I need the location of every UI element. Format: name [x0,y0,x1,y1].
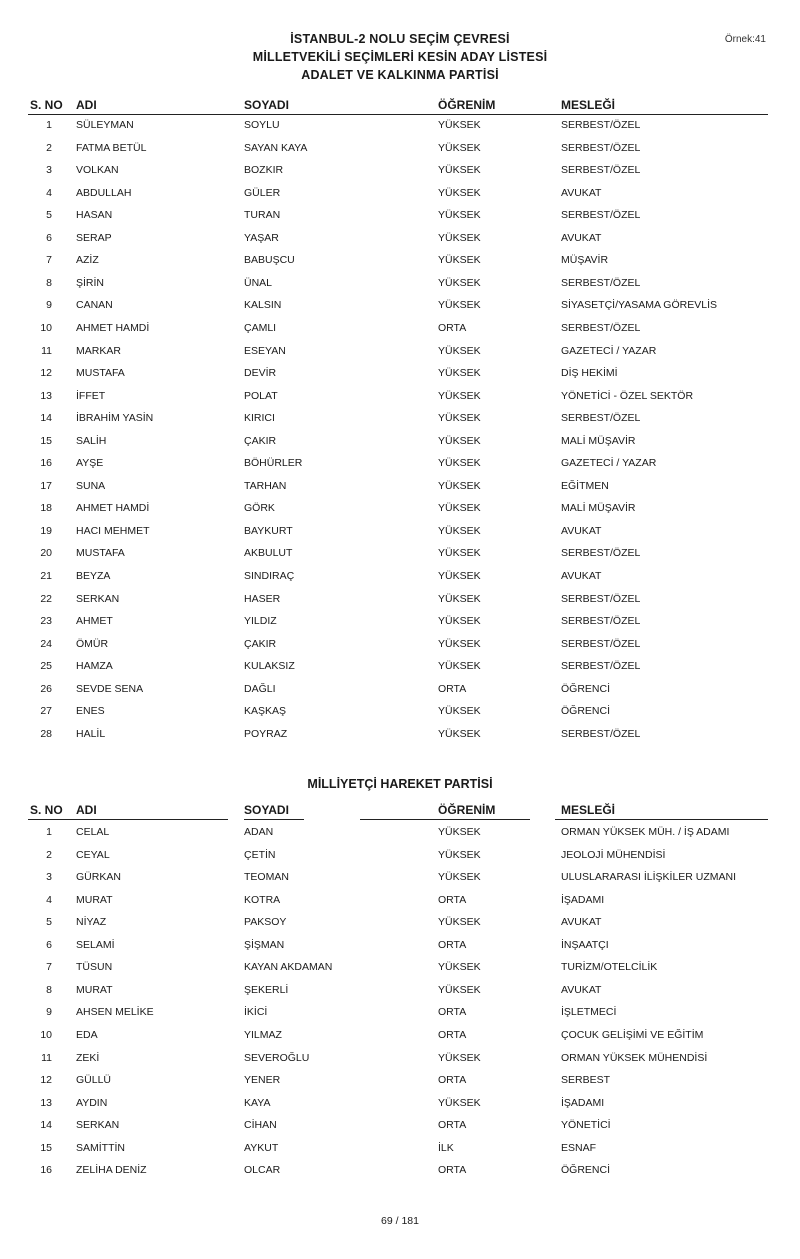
row-number: 12 [40,367,52,380]
candidate-education: YÜKSEK [438,1051,481,1064]
candidate-education: YÜKSEK [438,254,481,267]
candidate-name: CEYAL [76,848,110,861]
candidate-surname: İKİCİ [244,1006,268,1019]
candidate-name: HASAN [76,209,113,222]
candidate-name: AZİZ [76,254,99,267]
row-number: 19 [40,524,52,537]
table-row [0,724,800,747]
table-row [0,228,800,251]
row-number: 17 [40,479,52,492]
candidate-surname: TURAN [244,209,281,222]
candidate-education: YÜKSEK [438,457,481,470]
table-row [0,363,800,386]
table-row [0,431,800,454]
candidate-education: YÜKSEK [438,231,481,244]
candidate-name: SERAP [76,231,112,244]
table-row [0,845,800,868]
row-number: 12 [40,1074,52,1087]
row-number: 28 [40,727,52,740]
col-no-header: S. NO [30,803,63,817]
candidate-education: YÜKSEK [438,705,481,718]
col-profession-header: MESLEĞİ [561,803,616,817]
table-row [0,205,800,228]
candidate-name: AHSEN MELİKE [76,1006,154,1019]
candidate-name: CANAN [76,299,113,312]
row-number: 16 [40,1164,52,1177]
candidate-profession: SERBEST/ÖZEL [561,615,641,628]
row-number: 14 [40,1119,52,1132]
candidate-profession: ORMAN YÜKSEK MÜHENDİSİ [561,1051,708,1064]
candidate-surname: KIRICI [244,412,275,425]
candidate-education: YÜKSEK [438,389,481,402]
candidate-name: MURAT [76,983,113,996]
table-row [0,476,800,499]
candidate-name: MARKAR [76,344,121,357]
title-party-2: MİLLİYETÇİ HAREKET PARTİSİ [307,777,493,791]
candidate-education: YÜKSEK [438,344,481,357]
table-row [0,890,800,913]
candidate-surname: SOYLU [244,119,280,131]
table-header-1 [0,95,800,115]
row-number: 15 [40,434,52,447]
row-number: 11 [41,1051,52,1064]
table-row [0,295,800,318]
candidate-education: YÜKSEK [438,164,481,177]
candidate-name: SELAMİ [76,938,115,951]
candidate-profession: AVUKAT [561,570,602,582]
title-party-1: ADALET VE KALKINMA PARTİSİ [301,68,499,82]
candidate-surname: ÇETİN [244,848,276,861]
candidate-surname: POYRAZ [244,727,288,740]
candidate-education: ORTA [438,1119,467,1132]
candidate-name: SÜLEYMAN [76,119,134,131]
candidate-name: AHMET HAMDİ [76,502,150,515]
table-row [0,1025,800,1048]
table-row [0,1093,800,1116]
col-surname-header: SOYADI [244,98,289,112]
row-number: 5 [46,209,52,222]
candidate-profession: ÇOCUK GELİŞİMİ VE EĞİTİM [561,1028,704,1041]
candidate-surname: YILMAZ [244,1028,282,1041]
table-row [0,160,800,183]
candidate-name: SUNA [76,479,106,492]
table-row [0,867,800,890]
row-number: 9 [46,1006,52,1019]
candidate-education: YÜKSEK [438,660,481,673]
candidate-profession: ÖĞRENCİ [561,1164,611,1177]
candidate-profession: İŞADAMI [561,1096,605,1109]
candidate-education: YÜKSEK [438,615,481,628]
candidate-education: YÜKSEK [438,434,481,447]
candidate-surname: AYKUT [244,1141,279,1154]
candidate-surname: BABUŞCU [244,254,295,267]
candidate-profession: AVUKAT [561,186,602,199]
candidate-surname: SEVEROĞLU [244,1051,310,1064]
table-row [0,912,800,935]
row-number: 2 [46,848,52,861]
candidate-name: HALİL [76,727,106,740]
candidate-education: YÜKSEK [438,848,481,861]
candidate-profession: TURİZM/OTELCİLİK [561,961,658,974]
candidate-profession: MÜŞAVİR [561,254,609,267]
table-row [0,589,800,612]
candidate-education: YÜKSEK [438,119,481,131]
table-row [0,1070,800,1093]
row-number: 21 [40,570,52,582]
row-number: 7 [46,961,52,974]
candidate-surname: SINDIRAÇ [244,570,295,582]
candidate-name: AYDIN [76,1096,108,1109]
table-row [0,408,800,431]
table-row [0,250,800,273]
table-header-2 [0,800,800,820]
candidate-surname: YENER [244,1074,281,1087]
candidate-name: MUSTAFA [76,367,125,380]
table-row [0,822,800,845]
candidate-surname: YAŞAR [244,231,279,244]
candidate-profession: DİŞ HEKİMİ [561,367,618,380]
candidate-education: YÜKSEK [438,570,481,582]
candidate-name: ZELİHA DENİZ [76,1164,147,1177]
candidate-education: YÜKSEK [438,367,481,380]
candidate-surname: ÇAKIR [244,434,277,447]
candidate-education: YÜKSEK [438,637,481,650]
row-number: 10 [40,321,52,334]
candidate-name: ŞİRİN [76,276,105,289]
candidate-surname: AKBULUT [244,547,293,560]
page-number: 69 / 181 [381,1215,419,1227]
table-row [0,453,800,476]
candidate-profession: YÖNETİCİ - ÖZEL SEKTÖR [561,389,694,402]
candidate-profession: SERBEST/ÖZEL [561,592,641,605]
row-number: 13 [40,389,52,402]
candidate-education: YÜKSEK [438,592,481,605]
candidate-profession: İŞADAMI [561,893,605,906]
candidate-profession: SERBEST/ÖZEL [561,276,641,289]
candidate-education: YÜKSEK [438,502,481,515]
candidate-surname: KOTRA [244,893,281,906]
table-row [0,498,800,521]
candidate-profession: SERBEST/ÖZEL [561,164,641,177]
table-row [0,701,800,724]
candidate-profession: SERBEST/ÖZEL [561,637,641,650]
table-row [0,386,800,409]
candidate-name: ABDULLAH [76,186,132,199]
col-education-header: ÖĞRENİM [438,803,496,817]
candidate-name: ENES [76,705,105,718]
candidate-education: YÜKSEK [438,983,481,996]
table-row [0,115,800,138]
table-row [0,656,800,679]
candidate-name: TÜSUN [76,961,113,974]
candidate-surname: HASER [244,592,281,605]
col-no-header: S. NO [30,98,63,112]
candidate-name: VOLKAN [76,164,119,177]
candidate-education: ORTA [438,1164,467,1177]
table-row [0,1160,800,1183]
candidate-profession: GAZETECİ / YAZAR [561,344,657,357]
candidate-profession: ESNAF [561,1141,597,1154]
candidate-profession: İŞLETMECİ [561,1006,617,1019]
table-row [0,183,800,206]
row-number: 25 [40,660,52,673]
table-row [0,521,800,544]
table-row [0,935,800,958]
candidate-surname: KAYA [244,1096,271,1109]
table-row [0,273,800,296]
candidate-surname: DAĞLI [244,682,276,695]
candidate-education: YÜKSEK [438,871,481,884]
candidate-education: YÜKSEK [438,186,481,199]
row-number: 1 [46,826,52,838]
candidate-surname: YILDIZ [244,615,277,628]
row-number: 16 [40,457,52,470]
candidate-name: AYŞE [76,457,104,470]
candidate-education: YÜKSEK [438,524,481,537]
row-number: 13 [40,1096,52,1109]
candidate-education: YÜKSEK [438,961,481,974]
candidate-surname: KAŞKAŞ [244,705,287,718]
candidate-profession: SERBEST/ÖZEL [561,209,641,222]
col-surname-header: SOYADI [244,803,289,817]
candidate-surname: GÖRK [244,502,275,515]
table-row [0,1048,800,1071]
table-row [0,318,800,341]
candidate-profession: ÖĞRENCİ [561,705,611,718]
candidate-profession: AVUKAT [561,983,602,996]
row-number: 22 [40,592,52,605]
candidate-name: FATMA BETÜL [76,141,147,154]
title-constituency: İSTANBUL-2 NOLU SEÇİM ÇEVRESİ [290,32,510,46]
candidate-surname: TARHAN [244,479,287,492]
candidate-education: İLK [438,1141,454,1154]
row-number: 27 [40,705,52,718]
candidate-surname: BÖHÜRLER [244,457,303,470]
table-row [0,1115,800,1138]
candidate-profession: AVUKAT [561,916,602,929]
row-number: 8 [46,983,52,996]
table-row [0,543,800,566]
candidate-profession: ÖĞRENCİ [561,682,611,695]
candidate-surname: TEOMAN [244,871,289,884]
candidate-surname: KULAKSIZ [244,660,295,673]
candidate-profession: İNŞAATÇI [561,938,609,951]
table-row [0,957,800,980]
row-number: 4 [46,893,52,906]
row-number: 26 [40,682,52,695]
candidate-profession: SERBEST/ÖZEL [561,727,641,740]
header-rule-2a [28,819,228,820]
table-row [0,566,800,589]
candidate-name: ÖMÜR [76,637,109,650]
col-education-header: ÖĞRENİM [438,98,496,112]
header-rule-2c [360,819,530,820]
candidate-education: ORTA [438,1074,467,1087]
row-number: 3 [46,164,52,177]
row-number: 9 [46,299,52,312]
candidate-profession: SERBEST [561,1074,611,1087]
candidate-education: YÜKSEK [438,141,481,154]
col-name-header: ADI [76,803,97,817]
candidate-surname: ÇAKIR [244,637,277,650]
candidate-education: YÜKSEK [438,299,481,312]
candidate-name: MUSTAFA [76,547,125,560]
candidate-name: AHMET HAMDİ [76,321,150,334]
candidate-surname: POLAT [244,389,278,402]
candidate-surname: ŞİŞMAN [244,938,285,951]
row-number: 8 [46,276,52,289]
candidate-surname: ÇAMLI [244,321,277,334]
candidate-profession: YÖNETİCİ [561,1119,611,1132]
candidate-profession: JEOLOJİ MÜHENDİSİ [561,848,666,861]
table-row [0,1138,800,1161]
candidate-name: İFFET [76,389,106,402]
candidate-surname: ÜNAL [244,276,273,289]
candidate-education: ORTA [438,1028,467,1041]
candidate-profession: SERBEST/ÖZEL [561,141,641,154]
table-row [0,341,800,364]
candidate-education: ORTA [438,321,467,334]
header-rule-2b [244,819,304,820]
table-row [0,138,800,161]
candidate-education: YÜKSEK [438,916,481,929]
candidate-name: AHMET [76,615,113,628]
candidate-name: NİYAZ [76,916,107,929]
candidate-education: YÜKSEK [438,412,481,425]
table-row [0,611,800,634]
row-number: 15 [40,1141,52,1154]
candidate-education: YÜKSEK [438,479,481,492]
candidate-profession: GAZETECİ / YAZAR [561,457,657,470]
candidate-name: SALİH [76,434,107,447]
candidate-surname: KAYAN AKDAMAN [244,961,333,974]
row-number: 5 [46,916,52,929]
candidate-profession: MALİ MÜŞAVİR [561,434,636,447]
candidate-profession: AVUKAT [561,231,602,244]
candidate-surname: OLCAR [244,1164,281,1177]
candidate-surname: GÜLER [244,186,281,199]
candidate-profession: SERBEST/ÖZEL [561,321,641,334]
candidate-name: GÜRKAN [76,871,121,884]
row-number: 18 [40,502,52,515]
table-row [0,980,800,1003]
candidate-surname: SAYAN KAYA [244,141,308,154]
row-number: 4 [46,186,52,199]
candidate-profession: SERBEST/ÖZEL [561,119,641,131]
candidate-profession: AVUKAT [561,524,602,537]
row-number: 23 [40,615,52,628]
candidate-surname: BAYKURT [244,524,293,537]
candidate-profession: MALİ MÜŞAVİR [561,502,636,515]
candidate-education: YÜKSEK [438,727,481,740]
candidate-profession: SERBEST/ÖZEL [561,660,641,673]
row-number: 7 [46,254,52,267]
candidate-name: CELAL [76,826,110,838]
title-list: MİLLETVEKİLİ SEÇİMLERİ KESİN ADAY LİSTESİ [252,50,548,64]
candidate-education: YÜKSEK [438,276,481,289]
col-profession-header: MESLEĞİ [561,98,616,112]
candidate-name: GÜLLÜ [76,1074,112,1087]
sample-note: Örnek:41 [724,34,766,45]
candidate-surname: ADAN [244,826,274,838]
candidate-education: ORTA [438,1006,467,1019]
candidate-education: ORTA [438,893,467,906]
header-rule-2d [555,819,768,820]
candidate-surname: ŞEKERLİ [244,983,289,996]
candidate-profession: SERBEST/ÖZEL [561,412,641,425]
candidate-name: BEYZA [76,570,111,582]
candidate-surname: BOZKIR [244,164,284,177]
row-number: 2 [46,141,52,154]
candidate-profession: SERBEST/ÖZEL [561,547,641,560]
candidate-education: ORTA [438,682,467,695]
candidate-name: ZEKİ [76,1051,100,1064]
candidate-name: SERKAN [76,592,120,605]
candidate-education: YÜKSEK [438,547,481,560]
row-number: 24 [40,637,52,650]
candidate-name: HAMZA [76,660,113,673]
candidate-education: YÜKSEK [438,1096,481,1109]
table-row [0,1002,800,1025]
candidate-profession: SİYASETÇİ/YASAMA GÖREVLİS [561,299,717,312]
candidate-name: SAMİTTİN [76,1141,125,1154]
candidate-name: HACI MEHMET [76,524,150,537]
candidate-education: YÜKSEK [438,826,481,838]
row-number: 1 [46,119,52,131]
candidate-name: EDA [76,1028,98,1041]
candidate-surname: ESEYAN [244,344,286,357]
row-number: 20 [40,547,52,560]
row-number: 14 [40,412,52,425]
table-row [0,634,800,657]
candidate-education: ORTA [438,938,467,951]
candidate-surname: CİHAN [244,1119,277,1132]
candidate-profession: ULUSLARARASI İLİŞKİLER UZMANI [561,871,737,884]
candidate-name: SEVDE SENA [76,682,144,695]
col-name-header: ADI [76,98,97,112]
candidate-surname: PAKSOY [244,916,287,929]
row-number: 6 [46,231,52,244]
candidate-name: İBRAHİM YASİN [76,412,154,425]
candidate-education: YÜKSEK [438,209,481,222]
candidate-profession: ORMAN YÜKSEK MÜH. / İŞ ADAMI [561,826,730,838]
candidate-profession: EĞİTMEN [561,479,609,492]
row-number: 11 [41,344,52,357]
row-number: 6 [46,938,52,951]
candidate-surname: KALSIN [244,299,282,312]
row-number: 10 [40,1028,52,1041]
candidate-name: SERKAN [76,1119,120,1132]
candidate-surname: DEVİR [244,367,277,380]
row-number: 3 [46,871,52,884]
candidate-name: MURAT [76,893,113,906]
table-row [0,679,800,702]
